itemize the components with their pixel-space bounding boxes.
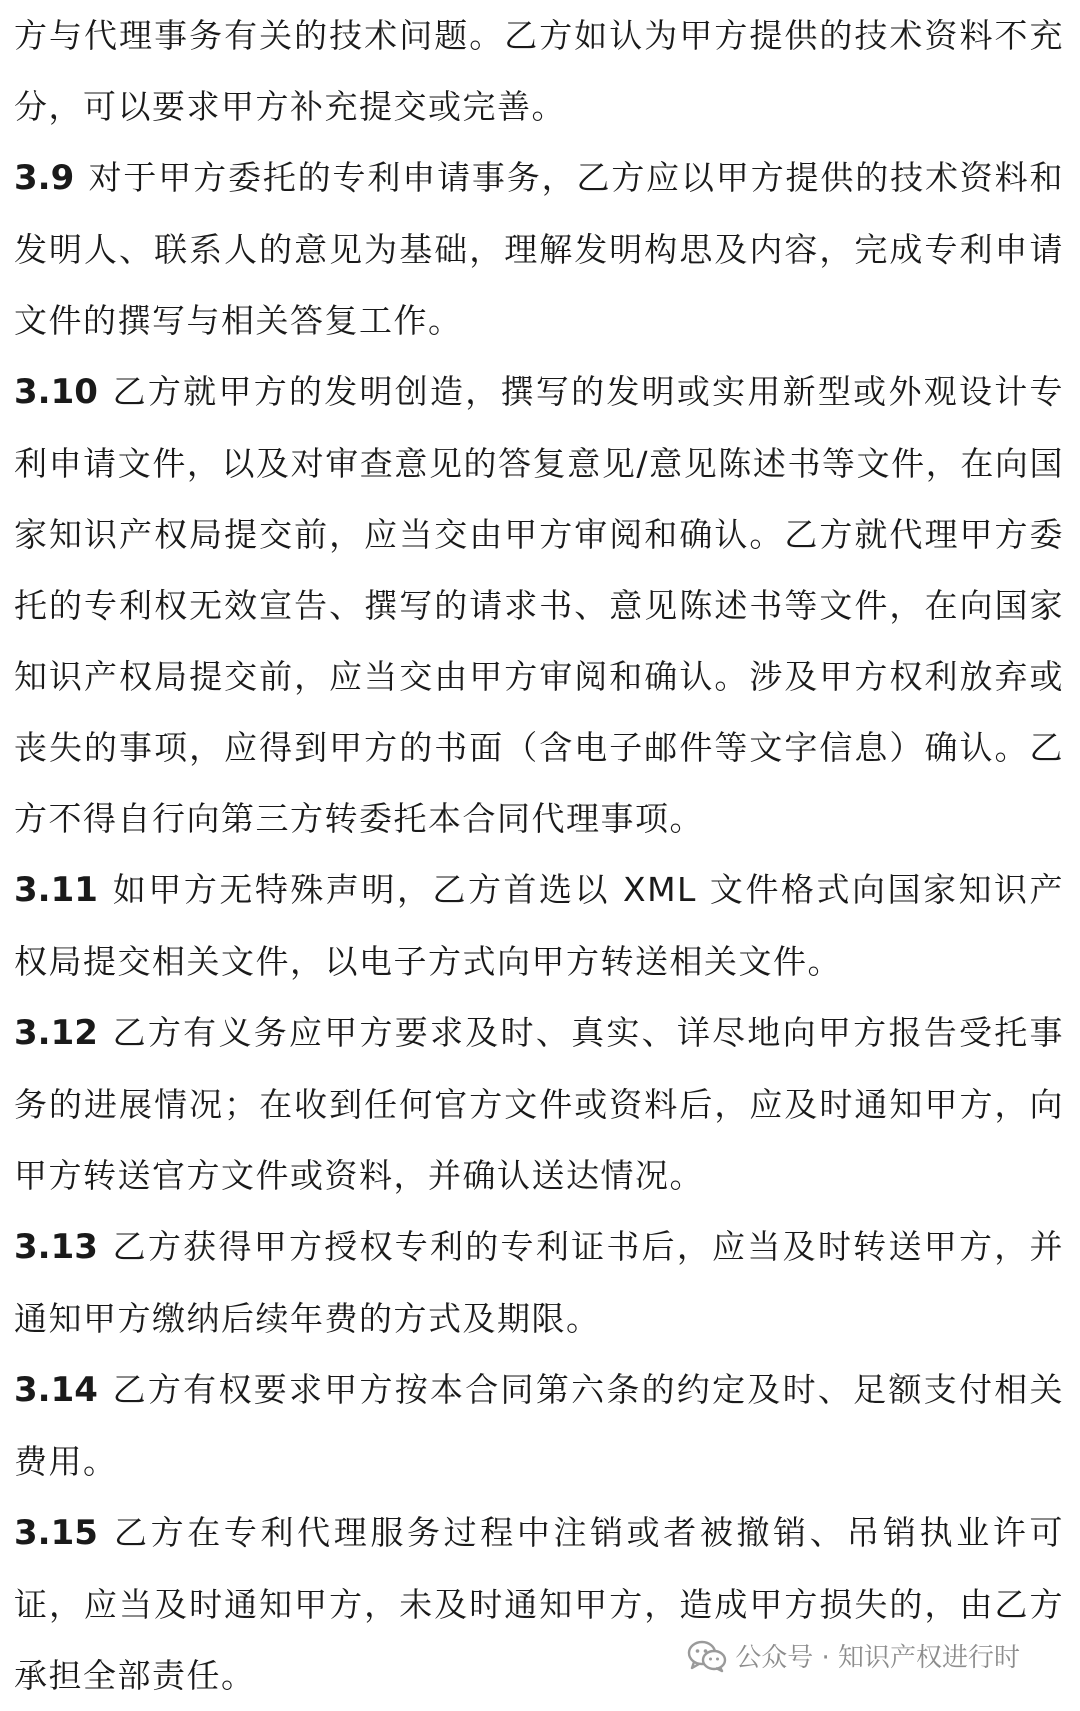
clause-3-14	[14, 1354, 1064, 1497]
clause-text: 对于甲方委托的专利申请事务，乙方应以甲方提供的技术资料和发明人、联系人的意见为基础，理解发明构思及内容，完成专利申请文件的撰写与相关答复工作。	[14, 158, 1064, 340]
clause-text: 乙方获得甲方授权专利的专利证书后，应当及时转送甲方，并通知甲方缴纳后续年费的方式及期限。	[14, 1227, 1064, 1338]
watermark-text: 公众号 · 知识产权进行时	[735, 1643, 1020, 1673]
paragraph-continuation	[14, 0, 1064, 142]
clause-number: 3.10	[14, 372, 98, 412]
clause-number: 3.15	[14, 1513, 98, 1553]
clause-3-13	[14, 1211, 1064, 1354]
clause-text: 乙方在专利代理服务过程中注销或者被撤销、吊销执业许可证，应当及时通知甲方，未及时通知甲方，造成甲方损失的，由乙方承担全部责任。	[14, 1513, 1064, 1695]
clause-3-10	[14, 356, 1064, 854]
clause-text: 乙方有权要求甲方按本合同第六条的约定及时、足额支付相关费用。	[14, 1370, 1064, 1481]
clause-text: 如甲方无特殊声明，乙方首选以 XML 文件格式向国家知识产权局提交相关文件，以电子方式向甲方转送相关文件。	[14, 870, 1064, 981]
clause-3-11	[14, 854, 1064, 997]
clause-3-12	[14, 997, 1064, 1211]
clause-number: 3.9	[14, 158, 75, 198]
clause-3-9	[14, 142, 1064, 356]
clause-text: 乙方就甲方的发明创造，撰写的发明或实用新型或外观设计专利申请文件，以及对审查意见的答复意见/意见陈述书等文件，在向国家知识产权局提交前，应当交由甲方审阅和确认。乙方就代理甲方委托的专利权无效宣告、撰写的请求书、意见陈述书等文件，在向国家知识产权局提交前，应当交由甲方审阅和确认。涉及甲方权利放弃或丧失的事项，应得到甲方的书面（含电子邮件等文字信息）确认。乙方不得自行向第三方转委托本合同代理事项。	[14, 372, 1064, 838]
document-body	[14, 0, 1064, 1711]
clause-3-15	[14, 1497, 1064, 1711]
clause-number: 3.11	[14, 870, 98, 910]
clause-number: 3.12	[14, 1013, 98, 1053]
clause-number: 3.13	[14, 1227, 98, 1267]
clause-text: 乙方有义务应甲方要求及时、真实、详尽地向甲方报告受托事务的进展情况；在收到任何官方文件或资料后，应及时通知甲方，向甲方转送官方文件或资料，并确认送达情况。	[14, 1013, 1064, 1195]
wechat-icon	[687, 1639, 727, 1673]
watermark	[687, 1637, 1020, 1674]
paragraph-text: 方与代理事务有关的技术问题。乙方如认为甲方提供的技术资料不充分，可以要求甲方补充提交或完善。	[14, 16, 1064, 126]
clause-number: 3.14	[14, 1370, 98, 1410]
